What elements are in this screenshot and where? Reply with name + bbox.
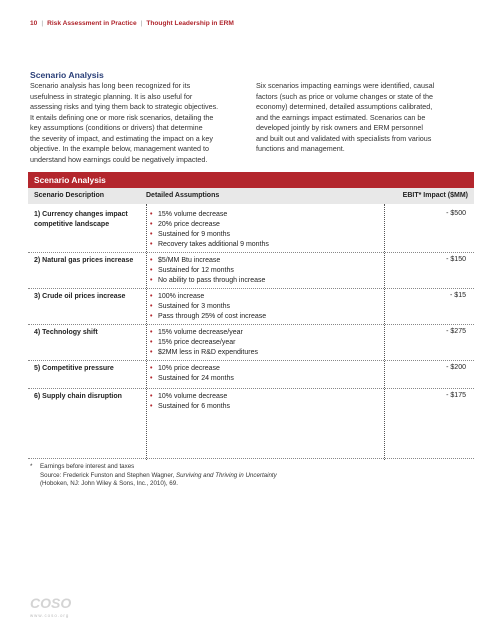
header-separator: | bbox=[41, 20, 44, 27]
assumption-item: • Sustained for 9 months bbox=[150, 230, 330, 240]
intro-line: developed jointly by risk owners and ERM personnel bbox=[256, 123, 423, 132]
intro-line: Scenario analysis has long been recognized for its bbox=[30, 81, 191, 90]
footnote-mark: * bbox=[30, 463, 33, 470]
column-header: EBIT* Impact ($MM) bbox=[402, 192, 468, 199]
row-divider bbox=[28, 360, 474, 361]
scenario-description: 5) Competitive pressure bbox=[34, 365, 114, 372]
assumptions-list bbox=[150, 210, 330, 250]
assumption-item: • Recovery takes additional 9 months bbox=[150, 240, 330, 250]
intro-line: usefulness in strategic planning. It is also useful for bbox=[30, 91, 193, 101]
source-title: Surviving and Thriving in Uncertainty bbox=[175, 471, 277, 479]
assumption-item: • 15% price decrease/year bbox=[150, 338, 330, 348]
intro-line: the severity of impact, and estimating the impact on a key bbox=[30, 133, 213, 143]
assumption-item: • 20% price decrease bbox=[150, 220, 330, 230]
assumption-item: • 15% volume decrease bbox=[150, 210, 330, 220]
intro-line: key assumptions (conditions or drivers) that determine bbox=[30, 123, 203, 132]
assumption-item: • 10% price decrease bbox=[150, 364, 330, 374]
assumptions-list bbox=[150, 392, 330, 412]
row-divider bbox=[28, 288, 474, 289]
website-url: www.coso.org bbox=[30, 613, 70, 618]
assumptions-list bbox=[150, 364, 330, 384]
ebit-impact: - $275 bbox=[446, 328, 466, 335]
source-publisher: (Hoboken, NJ: John Wiley & Sons, Inc., 2010), 69. bbox=[40, 480, 178, 487]
table-header-row bbox=[28, 188, 474, 204]
intro-line: understand how earnings could be negatively impacted. bbox=[30, 154, 208, 164]
assumption-item: • 15% volume decrease/year bbox=[150, 328, 330, 338]
footnote-source bbox=[40, 472, 340, 481]
row-divider bbox=[28, 324, 474, 325]
assumptions-list bbox=[150, 256, 330, 286]
ebit-impact: - $175 bbox=[446, 392, 466, 399]
assumption-item: • Sustained for 3 months bbox=[150, 302, 330, 312]
row-divider bbox=[28, 388, 474, 389]
assumptions-list bbox=[150, 328, 330, 358]
scenario-description: 1) Currency changes impact competitive landscape bbox=[34, 211, 128, 228]
intro-line: and built out and validated with specialists from various bbox=[256, 133, 432, 143]
intro-line: and the earnings impact estimated. Scenarios can be bbox=[256, 112, 426, 122]
ebit-impact: - $150 bbox=[446, 256, 466, 263]
intro-heading: Scenario Analysis bbox=[30, 70, 104, 80]
assumption-item: • $2MM less in R&D expenditures bbox=[150, 348, 330, 358]
footnote-text: Earnings before interest and taxes bbox=[40, 463, 135, 470]
intro-line: factors (such as price or volume changes or state of the bbox=[256, 91, 433, 101]
column-divider bbox=[146, 204, 147, 460]
assumption-item: • Sustained for 24 months bbox=[150, 374, 330, 384]
header-separator: | bbox=[140, 20, 143, 27]
assumptions-list bbox=[150, 292, 330, 322]
assumption-item: • Pass through 25% of cost increase bbox=[150, 312, 330, 322]
intro-line: objective. In the example below, management wanted to bbox=[30, 144, 209, 153]
intro-line: It entails defining one or more risk scenarios, detailing the bbox=[30, 112, 214, 122]
coso-logo bbox=[30, 596, 78, 610]
running-header bbox=[30, 20, 234, 27]
scenario-description: 4) Technology shift bbox=[34, 329, 98, 336]
intro-right-column bbox=[256, 81, 471, 155]
svg-text:COSO: COSO bbox=[30, 596, 72, 610]
intro-left-column bbox=[30, 81, 240, 165]
assumption-item: • $5/MM Btu increase bbox=[150, 256, 330, 266]
scenario-description: 2) Natural gas prices increase bbox=[34, 257, 134, 264]
ebit-impact: - $15 bbox=[450, 292, 466, 299]
column-header: Scenario Description bbox=[34, 192, 105, 199]
page-number: 10 bbox=[30, 20, 38, 27]
scenario-description: 6) Supply chain disruption bbox=[34, 393, 122, 400]
intro-line: economy) determined, detailed assumptions calibrated, bbox=[256, 102, 433, 111]
table-bottom-rule bbox=[28, 458, 474, 459]
section-title: Risk Assessment in Practice bbox=[47, 20, 137, 27]
scenario-description: 3) Crude oil prices increase bbox=[34, 293, 126, 300]
intro-line: assessing risks and tying them back to strategic objectives. bbox=[30, 102, 219, 111]
footnote-body bbox=[40, 463, 340, 489]
assumption-item: • 10% volume decrease bbox=[150, 392, 330, 402]
column-header: Detailed Assumptions bbox=[146, 192, 220, 199]
row-divider bbox=[28, 252, 474, 253]
column-divider bbox=[384, 204, 385, 460]
ebit-impact: - $500 bbox=[446, 210, 466, 217]
assumption-item: • Sustained for 12 months bbox=[150, 266, 330, 276]
table-title: Scenario Analysis bbox=[28, 172, 474, 188]
ebit-impact: - $200 bbox=[446, 364, 466, 371]
intro-line: Six scenarios impacting earnings were identified, causal bbox=[256, 81, 435, 90]
intro-line: functions and management. bbox=[256, 144, 345, 153]
assumption-item: • Sustained for 6 months bbox=[150, 402, 330, 412]
assumption-item: • No ability to pass through increase bbox=[150, 276, 330, 286]
source-prefix: Source: Frederick Funston and Stephen Wagner, bbox=[40, 471, 176, 479]
assumption-item: • 100% increase bbox=[150, 292, 330, 302]
series-title: Thought Leadership in ERM bbox=[146, 20, 234, 27]
